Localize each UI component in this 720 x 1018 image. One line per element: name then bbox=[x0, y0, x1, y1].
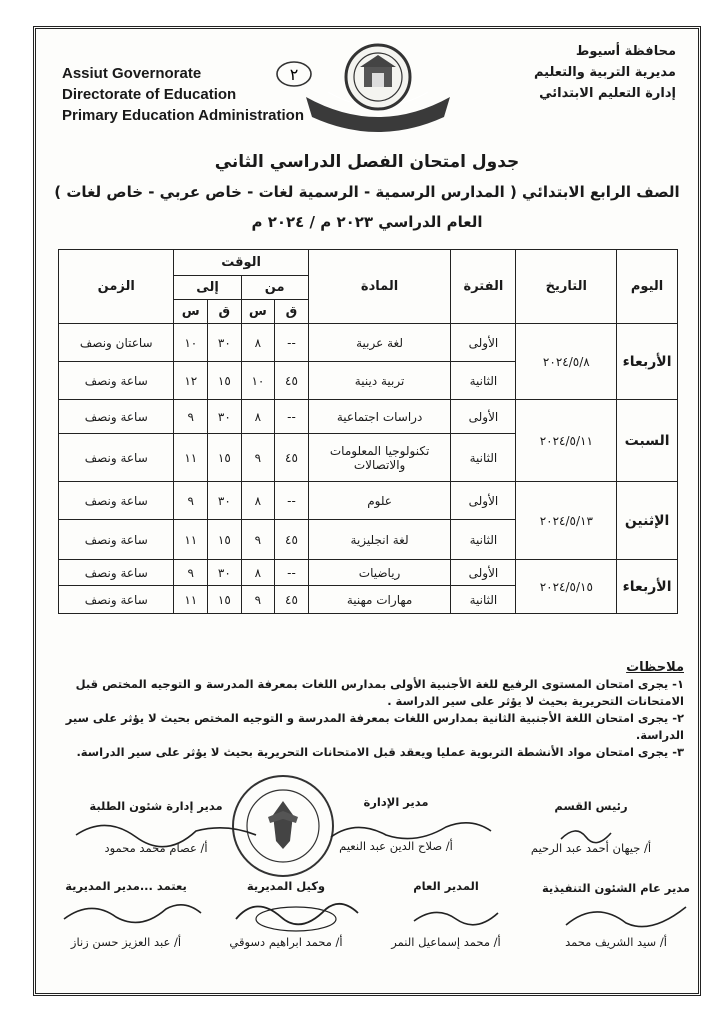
notes-title: ملاحظات bbox=[626, 660, 684, 675]
document-titles bbox=[36, 147, 698, 237]
day-cell: الإثنين bbox=[617, 482, 678, 560]
from-minute-cell: ٤٥ bbox=[275, 434, 309, 482]
exam-schedule-table bbox=[58, 249, 678, 614]
handwritten-signature-3 bbox=[556, 819, 616, 849]
signature-name: أ/ صلاح الدين عبد النعيم bbox=[339, 839, 453, 853]
note-item: ٣- يجرى امتحان مواد الأنشطة التربوية عمليا ويعقد قبل الامتحانات التحريرية بحيث لا يؤثر على سير الدراسة. bbox=[76, 745, 684, 759]
to-minute-cell: ٣٠ bbox=[208, 560, 242, 586]
period-cell: الثانية bbox=[451, 520, 516, 560]
from-hour-cell: ٨ bbox=[241, 400, 275, 434]
signature-name: أ/ محمد إسماعيل النمر bbox=[391, 935, 501, 949]
note-item: ٢- يجرى امتحان اللغة الأجنبية الثانية بمدارس اللغات بمعرفة المدرسة و التوجيه المختص بحيث لا يؤثر على سير الدراسة. bbox=[65, 711, 684, 742]
directorate-seal-logo bbox=[298, 37, 458, 133]
header-to-hour: س bbox=[174, 300, 208, 324]
header-ar-line: محافظة أسيوط bbox=[575, 44, 676, 59]
table-row bbox=[59, 400, 678, 434]
duration-cell: ساعة ونصف bbox=[59, 560, 174, 586]
duration-cell: ساعة ونصف bbox=[59, 362, 174, 400]
period-cell: الثانية bbox=[451, 434, 516, 482]
signature-name: أ/ جيهان أحمد عبد الرحيم bbox=[530, 841, 652, 855]
header-en-line: Directorate of Education bbox=[62, 86, 237, 103]
handwritten-signature-4 bbox=[556, 895, 696, 935]
header-time: الوقت bbox=[174, 250, 308, 276]
to-hour-cell: ٩ bbox=[174, 400, 208, 434]
header-arabic bbox=[534, 41, 676, 104]
day-cell: السبت bbox=[617, 400, 678, 482]
from-hour-cell: ٩ bbox=[241, 586, 275, 614]
header-duration: الزمن bbox=[59, 250, 174, 324]
to-hour-cell: ١١ bbox=[174, 586, 208, 614]
handwritten-signature-6 bbox=[226, 889, 366, 939]
header-from-minute: ق bbox=[275, 300, 309, 324]
header-period: الفترة bbox=[451, 250, 516, 324]
from-hour-cell: ٨ bbox=[241, 482, 275, 520]
date-cell: ٢٠٢٤/٥/١١ bbox=[516, 400, 617, 482]
notes-section bbox=[58, 659, 684, 761]
signature-name: أ/ سيد الشريف محمد bbox=[565, 935, 667, 949]
from-minute-cell: -- bbox=[275, 560, 309, 586]
from-minute-cell: ٤٥ bbox=[275, 586, 309, 614]
subject-cell: لغة انجليزية bbox=[308, 520, 451, 560]
table-row bbox=[59, 560, 678, 586]
signature-name: أ/ عصام محمد محمود bbox=[104, 841, 208, 855]
period-cell: الثانية bbox=[451, 586, 516, 614]
header-ar-line: مديرية التربية والتعليم bbox=[533, 65, 676, 80]
header-from: من bbox=[241, 276, 308, 300]
header-day: اليوم bbox=[617, 250, 678, 324]
duration-cell: ساعة ونصف bbox=[59, 400, 174, 434]
from-minute-cell: -- bbox=[275, 482, 309, 520]
header-ar-line: إدارة التعليم الابتدائي bbox=[539, 86, 676, 101]
page-number: ٢ bbox=[289, 65, 299, 84]
handwritten-signature-5 bbox=[406, 897, 506, 931]
signature-title: يعتمد ...مدير المديرية bbox=[65, 879, 187, 893]
title-line-2: الصف الرابع الابتدائي ( المدارس الرسمية - الرسمية لغات - خاص عربي - خاص لغات ) bbox=[54, 183, 680, 201]
to-minute-cell: ٣٠ bbox=[208, 482, 242, 520]
subject-cell: رياضيات bbox=[308, 560, 451, 586]
from-hour-cell: ٩ bbox=[241, 520, 275, 560]
to-minute-cell: ١٥ bbox=[208, 362, 242, 400]
signature-name: أ/ محمد ابراهيم دسوقي bbox=[229, 935, 343, 949]
handwritten-signature-2 bbox=[326, 809, 496, 849]
duration-cell: ساعة ونصف bbox=[59, 434, 174, 482]
date-cell: ٢٠٢٤/٥/١٣ bbox=[516, 482, 617, 560]
title-line-3: العام الدراسي ٢٠٢٣ م / ٢٠٢٤ م bbox=[251, 213, 483, 231]
signature-name: أ/ عبد العزيز حسن زناز bbox=[70, 935, 182, 949]
header-to-minute: ق bbox=[208, 300, 242, 324]
title-line-1: جدول امتحان الفصل الدراسي الثاني bbox=[214, 152, 520, 172]
date-cell: ٢٠٢٤/٥/١٥ bbox=[516, 560, 617, 614]
subject-cell: تكنولوجيا المعلومات والاتصالات bbox=[308, 434, 451, 482]
to-minute-cell: ٣٠ bbox=[208, 400, 242, 434]
from-minute-cell: -- bbox=[275, 324, 309, 362]
header-from-hour: س bbox=[241, 300, 275, 324]
signature-title: مدير إدارة شئون الطلبة bbox=[89, 799, 223, 813]
header-en-line: Assiut Governorate bbox=[62, 65, 202, 82]
handwritten-signature-7 bbox=[56, 891, 206, 937]
from-minute-cell: ٤٥ bbox=[275, 520, 309, 560]
signature-title: مدير الإدارة bbox=[363, 795, 429, 809]
to-minute-cell: ٣٠ bbox=[208, 324, 242, 362]
to-hour-cell: ١١ bbox=[174, 434, 208, 482]
table-row bbox=[59, 482, 678, 520]
signature-title: المدير العام bbox=[413, 879, 479, 893]
header-to: إلى bbox=[174, 276, 241, 300]
header-date: التاريخ bbox=[516, 250, 617, 324]
from-hour-cell: ٨ bbox=[241, 324, 275, 362]
from-minute-cell: -- bbox=[275, 400, 309, 434]
handwritten-signature-1 bbox=[66, 805, 266, 855]
duration-cell: ساعتان ونصف bbox=[59, 324, 174, 362]
signature-title: وكيل المديرية bbox=[246, 879, 326, 893]
period-cell: الثانية bbox=[451, 362, 516, 400]
period-cell: الأولى bbox=[451, 482, 516, 520]
date-cell: ٢٠٢٤/٥/٨ bbox=[516, 324, 617, 400]
header-subject: المادة bbox=[308, 250, 451, 324]
day-cell: الأربعاء bbox=[617, 560, 678, 614]
subject-cell: دراسات اجتماعية bbox=[308, 400, 451, 434]
period-cell: الأولى bbox=[451, 400, 516, 434]
to-minute-cell: ١٥ bbox=[208, 520, 242, 560]
exam-schedule-document bbox=[33, 26, 701, 996]
to-minute-cell: ١٥ bbox=[208, 434, 242, 482]
duration-cell: ساعة ونصف bbox=[59, 586, 174, 614]
to-hour-cell: ١١ bbox=[174, 520, 208, 560]
to-hour-cell: ١٢ bbox=[174, 362, 208, 400]
subject-cell: مهارات مهنية bbox=[308, 586, 451, 614]
from-hour-cell: ١٠ bbox=[241, 362, 275, 400]
header-english bbox=[62, 63, 304, 126]
signature-title: مدير عام الشئون التنفيذية bbox=[541, 881, 691, 895]
to-hour-cell: ٩ bbox=[174, 560, 208, 586]
from-hour-cell: ٨ bbox=[241, 560, 275, 586]
duration-cell: ساعة ونصف bbox=[59, 482, 174, 520]
subject-cell: علوم bbox=[308, 482, 451, 520]
from-hour-cell: ٩ bbox=[241, 434, 275, 482]
signature-title: رئيس القسم bbox=[554, 799, 628, 813]
table-row bbox=[59, 324, 678, 362]
day-cell: الأربعاء bbox=[617, 324, 678, 400]
subject-cell: تربية دينية bbox=[308, 362, 451, 400]
header-en-line: Primary Education Administration bbox=[62, 107, 304, 124]
subject-cell: لغة عربية bbox=[308, 324, 451, 362]
period-cell: الأولى bbox=[451, 324, 516, 362]
to-minute-cell: ١٥ bbox=[208, 586, 242, 614]
from-minute-cell: ٤٥ bbox=[275, 362, 309, 400]
to-hour-cell: ١٠ bbox=[174, 324, 208, 362]
document-header bbox=[36, 29, 698, 139]
note-item: ١- يجرى امتحان المستوى الرفيع للغة الأجنبية الأولى بمدارس اللغات بمعرفة المدرسة و التوجيه المختص قبل الامتحانات التحريرية بحيث لا يؤثر على سير الدراسة . bbox=[75, 677, 684, 708]
to-hour-cell: ٩ bbox=[174, 482, 208, 520]
duration-cell: ساعة ونصف bbox=[59, 520, 174, 560]
period-cell: الأولى bbox=[451, 560, 516, 586]
